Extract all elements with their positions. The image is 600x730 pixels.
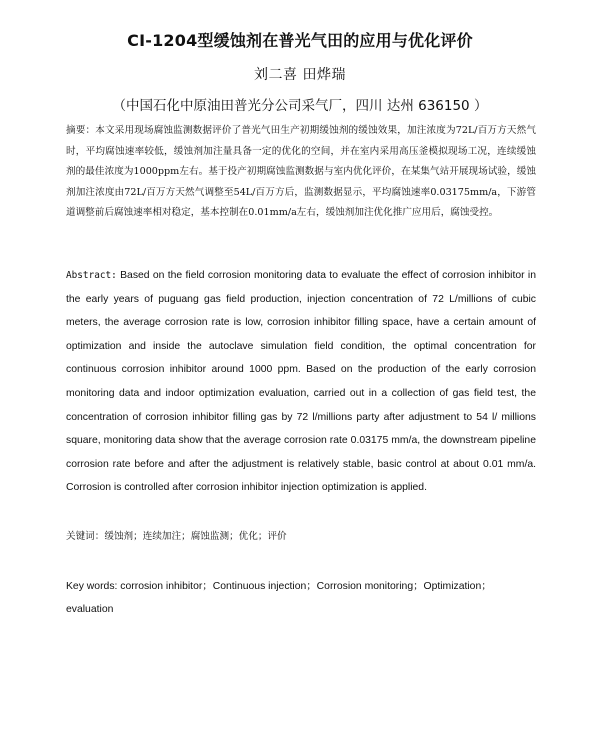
author-affiliation: （中国石化中原油田普光分公司采气厂，四川 达州 636150 ） <box>112 98 488 114</box>
keywords-en <box>66 575 536 621</box>
abstract-cn-label: 摘要： <box>66 125 96 136</box>
abstract-cn <box>66 121 536 224</box>
keywords-en-label: Key words: <box>66 581 118 592</box>
paper-authors: 刘二喜 田烨瑞 <box>254 67 346 83</box>
abstract-en-text: Based on the field corrosion monitoring data to evaluate the effect of corrosion inhibitor in the early years of puguang gas field production, injection concentration of 72 L/millions of cubic meters, the average corrosion rate is low, corrosion inhibitor filling space, have a certain amount of optimization and inside the autoclave simulation field condition, the optimal concentration for continuous corrosion inhibitor around 1000 ppm. Based on the production of the early corrosion monitoring data and indoor optimization evaluation, carried out in a collection of gas field test, the concentration of corrosion inhibitor filling gas by 72 l/millions party after adjustment to 54 l/ millions square, monitoring data show that the average corrosion rate 0.03175 mm/a, the downstream pipeline corrosion rate before and after the adjustment is relatively stable, basic control at about 0.01 mm/a. Corrosion is controlled after corrosion inhibitor injection optimization is applied. <box>66 270 536 494</box>
abstract-en-label: Abstract: <box>66 270 117 281</box>
abstract-cn-text: 本文采用现场腐蚀监测数据评价了普光气田生产初期缓蚀剂的缓蚀效果，加注浓度为72L/百万方天然气时，平均腐蚀速率较低，缓蚀剂加注量具备一定的优化的空间，并在室内采用高压釜模拟现场工况，连续缓蚀剂的最佳浓度为1000ppm左右。基于投产初期腐蚀监测数据与室内优化评价，在某集气站开展现场试验，缓蚀剂加注浓度由72L/百万方天然气调整至54L/百万方后，监测数据显示，平均腐蚀速率0.03175mm/a，下游管道调整前后腐蚀速率相对稳定，基本控制在0.01mm/a左右，缓蚀剂加注优化推广应用后，腐蚀受控。 <box>66 125 537 218</box>
abstract-en <box>66 264 536 500</box>
keywords-cn <box>66 529 536 545</box>
keywords-cn-label: 关键词： <box>66 531 105 542</box>
keywords-en-text: corrosion inhibitor；Continuous injection；Corrosion monitoring；Optimization；evaluation <box>66 581 492 615</box>
paper-title: CI-1204型缓蚀剂在普光气田的应用与优化评价 <box>127 31 473 50</box>
keywords-cn-text: 缓蚀剂；连续加注；腐蚀监测；优化；评价 <box>104 531 287 542</box>
